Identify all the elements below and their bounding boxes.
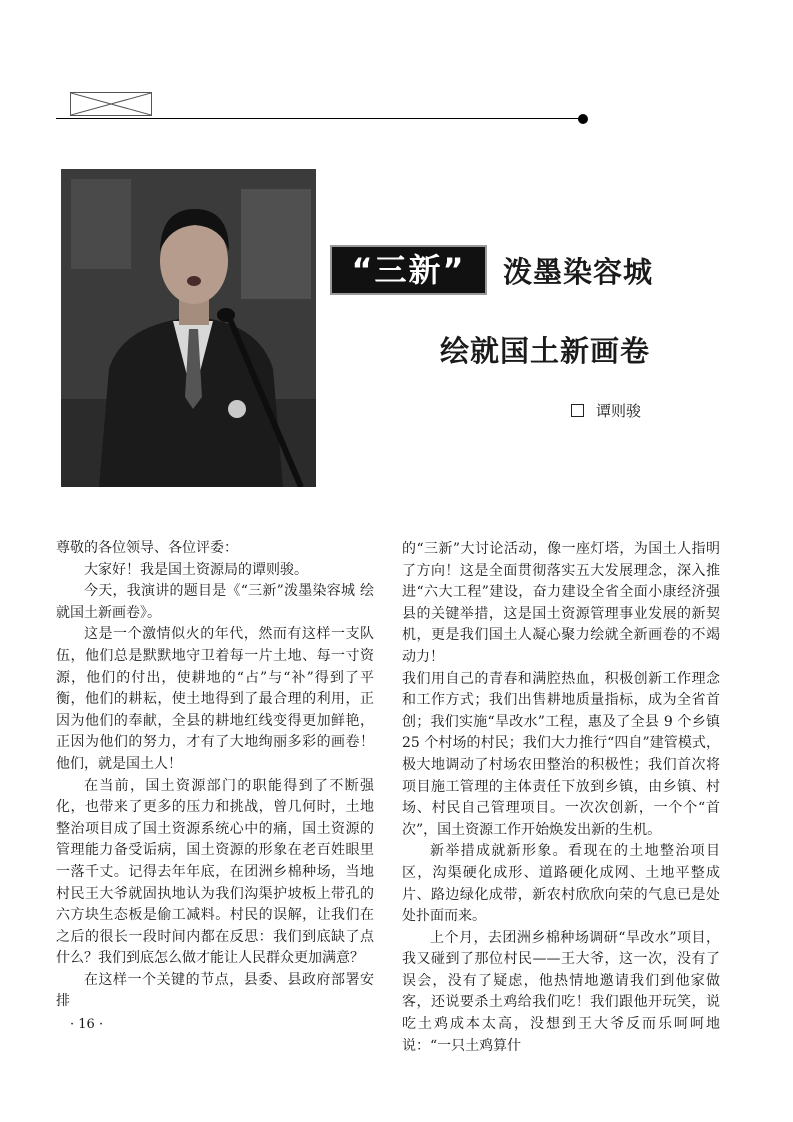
- title-line-2: 绘就国土新画卷: [440, 334, 651, 368]
- header-rule-dot: [578, 114, 588, 124]
- paragraph: 上个月，去团洲乡棉种场调研“旱改水”项目，我又碰到了那位村民——王大爷，这一次，没有了误会，没有了疑虑，他热情地邀请我们到他家做客，还说要杀土鸡给我们吃！我们跟他开玩笑，说吃土鸡成本太高，没想到王大爷反而乐呵呵地说：“一只土鸡算什: [402, 929, 720, 1054]
- paragraph: 新举措成就新形象。看现在的土地整治项目区，沟渠硬化成形、道路硬化成网、土地平整成片、路边绿化成带，新农村欣欣向荣的气息已是处处扑面而来。: [402, 843, 720, 925]
- page-number: · 16 ·: [70, 1017, 104, 1032]
- paragraph: 我们用自己的青春和满腔热血，积极创新工作理念和工作方式；我们出售耕地质量指标，成为全省首创；我们实施“旱改水”工程，惠及了全县 9 个乡镇 25 个村场的村民；我们大力推行“四自”建管模式，极大地调动了村场农田整治的积极性；我们首次将项目施工管理的主体责任下放到乡镇，由乡镇、村场、村民自己管理项目。一次次创新，一个个“首次”，国土资源工作开始焕发出新的生机。: [402, 670, 720, 838]
- paragraph: 尊敬的各位领导、各位评委：: [56, 540, 238, 556]
- paragraph: 的“三新”大讨论活动，像一座灯塔，为国土人指明了方向！这是全面贯彻落实五大发展理念，深入推进“六大工程”建设，奋力建设全省全面小康经济强县的关键举措，这是国土资源管理事业发展的新契机，更是我们国土人凝心聚力绘就全新画卷的不竭动力！: [402, 541, 720, 665]
- paragraph: 大家好！我是国土资源局的谭则骏。: [84, 561, 308, 578]
- paragraph: 在当前，国土资源部门的职能得到了不断强化，也带来了更多的压力和挑战，曾几何时，土地整治项目成了国土资源系统心中的痛，国土资源的管理能力备受诟病，国土资源的形象在老百姓眼里一落千丈。记得去年年底，在团洲乡棉种场，当地村民王大爷就固执地认为我们沟渠护坡板上带孔的六方块生态板是偷工减料。村民的误解，让我们在之后的很长一段时间内都在反思：我们到底缺了点什么？我们到底怎么做才能让人民群众更加满意？: [56, 777, 374, 967]
- paragraph: 今天，我演讲的题目是《“三新”泼墨染容城 绘就国土新画卷》。: [56, 583, 374, 621]
- paragraph: 在这样一个关键的节点，县委、县政府部署安排: [56, 971, 374, 1010]
- speaker-photo: [61, 169, 316, 487]
- square-bullet-icon: [571, 404, 584, 417]
- right-column: [402, 539, 720, 1057]
- header-placeholder-box: [70, 92, 152, 116]
- author-name: 谭则骏: [596, 402, 642, 420]
- header-rule: [56, 118, 582, 119]
- title-highlight-tag: “三新”: [330, 245, 487, 295]
- title-line-1: 泼墨染容城: [503, 255, 654, 289]
- placeholder-cross-icon: [71, 93, 151, 115]
- author-byline: [571, 400, 641, 421]
- speaker-figure-illustration: [61, 169, 316, 487]
- left-column: [56, 538, 374, 1013]
- paragraph: 这是一个激情似火的年代，然而有这样一支队伍，他们总是默默地守卫着每一片土地、每一寸资源，他们的付出，使耕地的“占”与“补”得到了平衡，他们的耕耘，使土地得到了最合理的利用，正因为他们的奉献，全县的耕地红线变得更加鲜艳，正因为他们的努力，才有了大地绚丽多彩的画卷！他们，就是国土人！: [56, 626, 374, 772]
